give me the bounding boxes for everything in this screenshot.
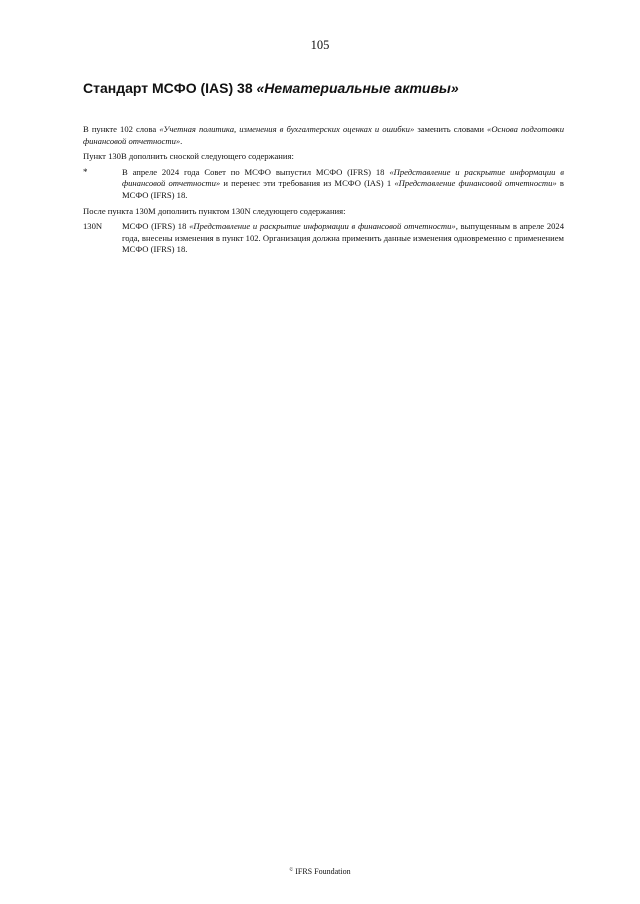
- page-number: 105: [310, 38, 330, 52]
- italic-run: «Представление и раскрытие информации в финансовой отчетности»: [122, 166, 565, 189]
- footer-text: IFRS Foundation: [293, 867, 351, 876]
- text-run: в МСФО (IFRS) 18.: [122, 178, 564, 200]
- heading-prefix: Стандарт МСФО (IAS) 38: [83, 80, 257, 96]
- text-run: .: [180, 135, 183, 146]
- text-run: МСФО (IFRS) 18: [122, 221, 190, 232]
- footnote-text: [122, 167, 564, 202]
- paragraph-130n-row: [83, 221, 564, 256]
- text-run: заменить словами: [414, 124, 488, 134]
- paragraph-amend-130b: Пункт 130В дополнить сноской следующего содержания:: [83, 151, 294, 162]
- italic-run: «Учетная политика, изменения в бухгалтерских оценках и ошибки»: [159, 124, 415, 134]
- italic-run: «Представление и раскрытие информации в финансовой отчетности»: [189, 221, 456, 232]
- footer-copyright: [0, 867, 640, 876]
- italic-run: «Основа подготовки финансовой отчетности»: [83, 124, 564, 146]
- section-heading: [83, 80, 583, 96]
- text-run: , выпущенным в апреле 2024 года, внесены изменения в пункт 102. Организация должна применить данные изменения одновременно с применением МСФО (IFRS) 18.: [122, 221, 565, 255]
- paragraph-add-130n: После пункта 130М дополнить пунктом 130N следующего содержания:: [83, 205, 346, 216]
- italic-run: «Представление финансовой отчетности»: [394, 178, 557, 189]
- text-run: В пункте 102 слова: [83, 124, 160, 134]
- paragraph-amend-102: [83, 124, 564, 147]
- copyright-symbol: ©: [289, 868, 294, 873]
- paragraph-130n-text: [122, 221, 564, 256]
- footnote-marker: *: [83, 166, 88, 177]
- text-run: и перенес эти требования из МСФО (IAS) 1: [220, 178, 395, 189]
- paragraph-number: 130N: [83, 221, 103, 232]
- text-run: В апреле 2024 года Совет по МСФО выпустил МСФО (IFRS) 18: [122, 166, 390, 177]
- footnote-row: [83, 167, 564, 202]
- heading-standard-title: «Нематериальные активы»: [256, 80, 459, 96]
- document-body: [83, 124, 564, 260]
